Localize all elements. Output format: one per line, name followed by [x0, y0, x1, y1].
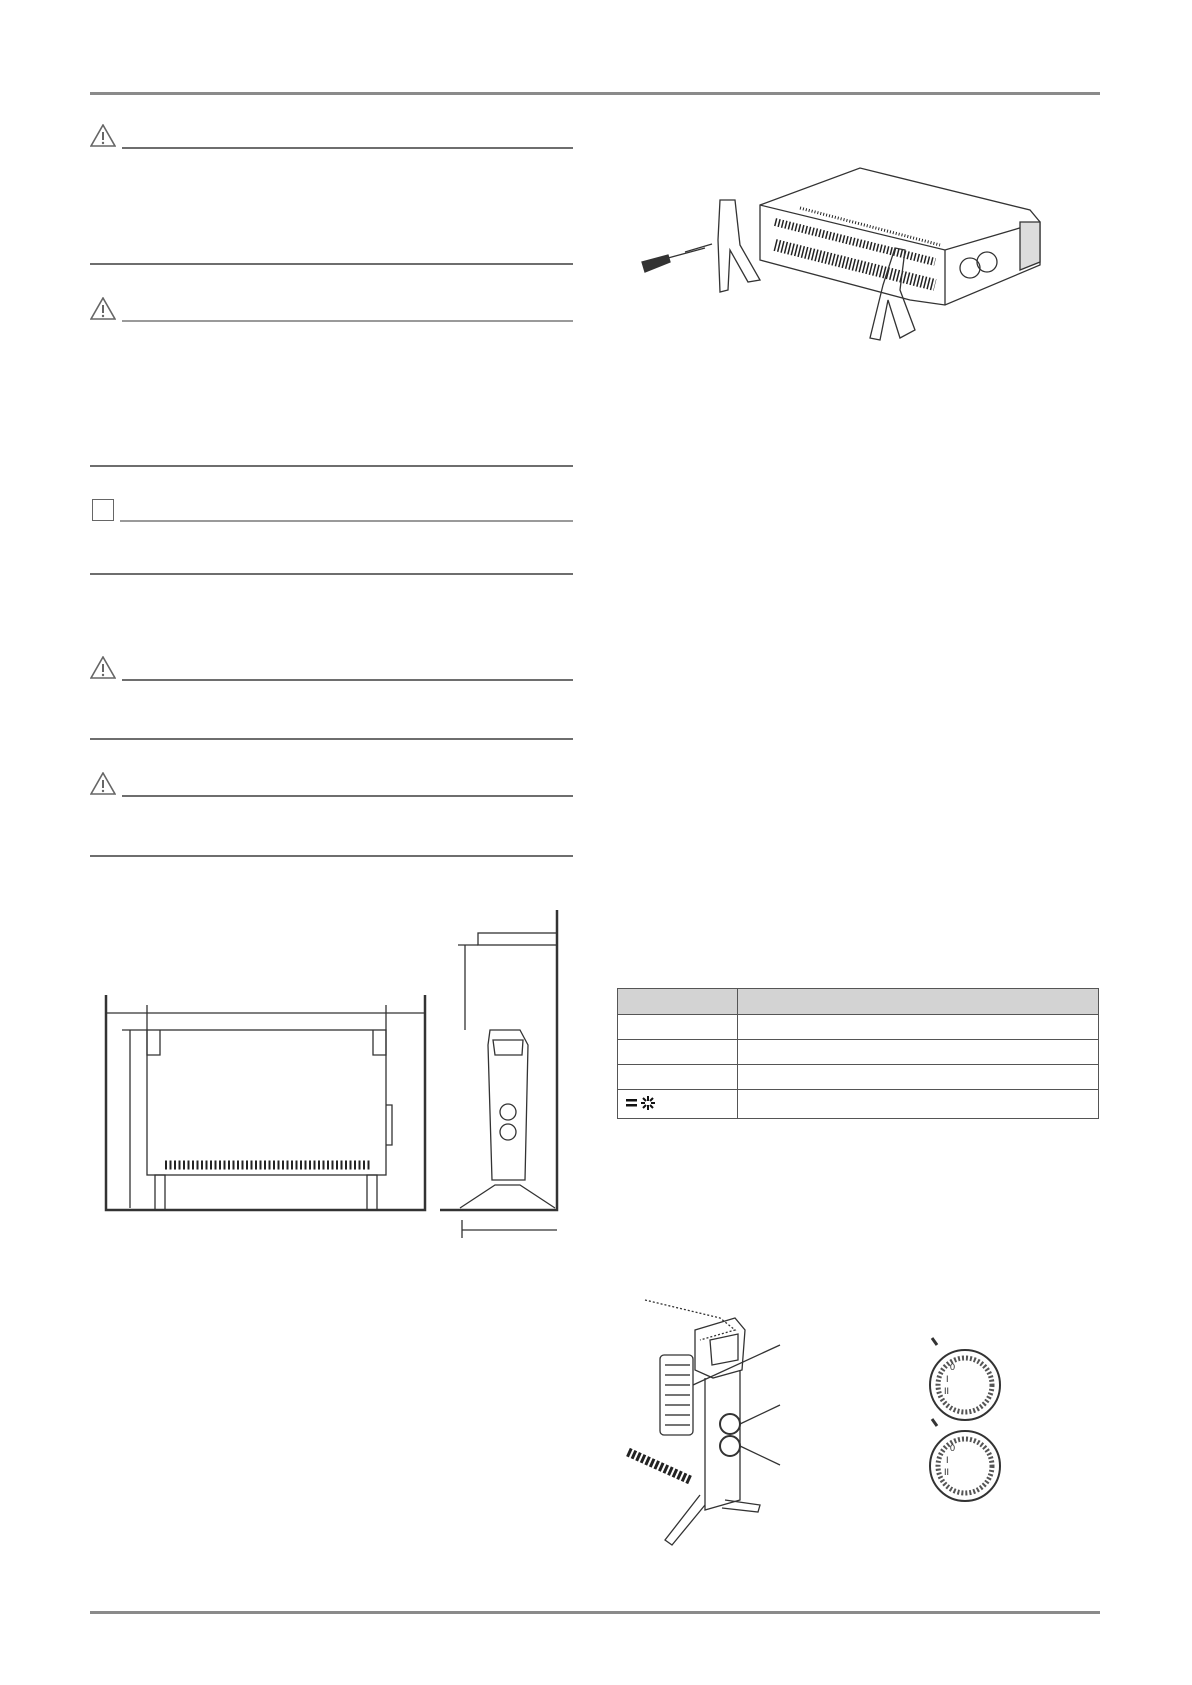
thermostat-dial-illustration	[930, 1338, 1000, 1420]
dial-mark: 0	[950, 1362, 956, 1372]
power-dial-illustration	[930, 1419, 1000, 1501]
dial-mark: II	[944, 1467, 950, 1477]
clearance-side-view-illustration	[440, 910, 557, 1238]
footer-rule	[90, 1611, 1100, 1614]
dial-mark: I	[946, 1374, 949, 1384]
leg-assembly-illustration	[642, 168, 1040, 340]
dial-mark: II	[944, 1386, 950, 1396]
dial-mark: 0	[950, 1443, 956, 1453]
clearance-front-view-illustration	[106, 995, 425, 1210]
dial-mark: I	[946, 1455, 949, 1465]
heater-controls-illustration	[628, 1300, 780, 1545]
